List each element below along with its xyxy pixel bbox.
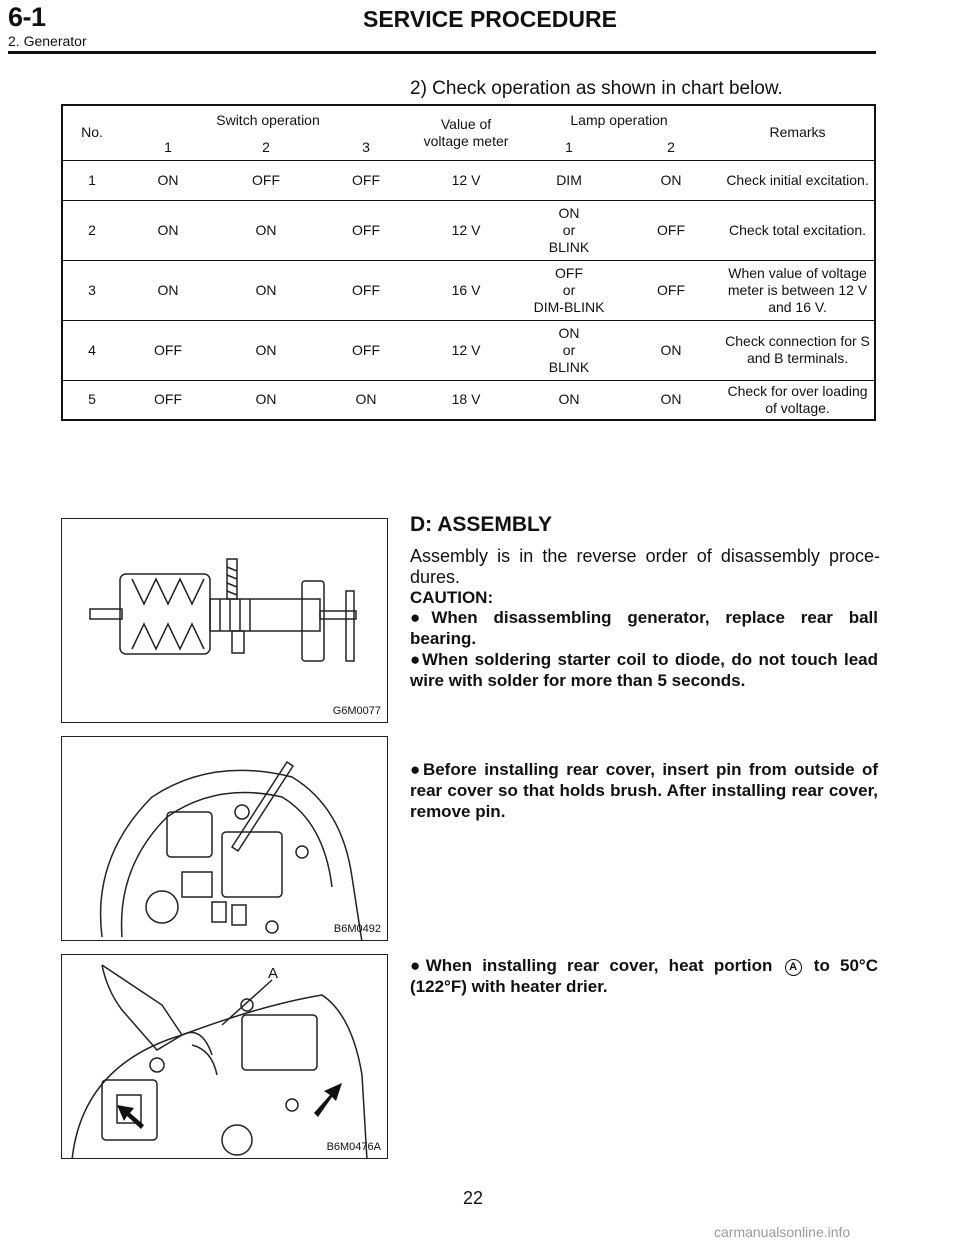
rotor-puller-figure xyxy=(61,518,388,723)
table-row xyxy=(63,160,874,200)
cell-voltage: 18 V xyxy=(415,380,517,419)
figure-label: G6M0077 xyxy=(332,705,381,717)
lamp-state: or xyxy=(562,281,576,298)
cell-no: 5 xyxy=(63,380,121,419)
watermark: carmanualsonline.info xyxy=(714,1224,851,1240)
cell-switch-2: ON xyxy=(215,200,317,260)
cell-lamp-1 xyxy=(517,200,621,260)
header-lamp-operation: Lamp operation xyxy=(570,112,668,128)
assembly-intro: Assembly is in the reverse order of disassembly proce-dures. xyxy=(410,546,880,587)
cell-lamp-1: ON xyxy=(517,380,621,419)
caution-bullet: ●When soldering starter coil to diode, do not touch lead wire with solder for more than 5 seconds. xyxy=(410,650,878,690)
header-no: No. xyxy=(81,124,103,141)
lamp-state: BLINK xyxy=(548,358,590,375)
lamp-state: or xyxy=(562,341,576,358)
header-switch-operation: Switch operation xyxy=(216,112,320,128)
caution-bullet: ●When disassembling generator, replace rear ball bearing. xyxy=(410,608,878,648)
lamp-state: ON xyxy=(558,324,580,341)
table-row xyxy=(63,260,874,320)
cell-voltage: 12 V xyxy=(415,160,517,200)
section-number: 6-1 xyxy=(8,2,46,32)
section-title: SERVICE PROCEDURE xyxy=(363,6,617,32)
rear-cover-heating-figure xyxy=(61,954,388,1159)
cell-switch-2: ON xyxy=(215,320,317,380)
cell-lamp-2: OFF xyxy=(621,200,721,260)
header-switch-1: 1 xyxy=(164,138,172,155)
cell-remarks: Check initial excitation. xyxy=(721,160,874,200)
header-lamp-1: 1 xyxy=(565,138,573,155)
cell-switch-3: OFF xyxy=(317,260,415,320)
cell-lamp-2: ON xyxy=(621,380,721,419)
instruction-bullet: ●Before installing rear cover, insert pin from outside of rear cover so that holds brush. After installing rear cover, remove pin. xyxy=(410,760,878,821)
header-switch-2: 2 xyxy=(262,138,270,155)
page-number: 22 xyxy=(463,1188,484,1208)
figure-label: B6M0476A xyxy=(326,1141,381,1153)
subsection-title: 2. Generator xyxy=(8,33,87,49)
header-lamp-2: 2 xyxy=(667,138,675,155)
lamp-state: or xyxy=(562,221,576,238)
bullet-text: to 50°C (122°F) with heater drier. xyxy=(410,956,879,996)
header-rule xyxy=(8,51,876,54)
cell-lamp-1: DIM xyxy=(517,160,621,200)
cell-switch-3: OFF xyxy=(317,160,415,200)
cell-switch-3: OFF xyxy=(317,320,415,380)
cell-no: 1 xyxy=(63,160,121,200)
cell-lamp-2: ON xyxy=(621,160,721,200)
header-switch-3: 3 xyxy=(362,138,370,155)
cell-lamp-2: ON xyxy=(621,320,721,380)
bullet-text: When disassembling generator, replace rear ball bearing. xyxy=(410,608,878,648)
lamp-state: OFF xyxy=(555,264,584,281)
cell-voltage: 16 V xyxy=(415,260,517,320)
cell-no: 4 xyxy=(63,320,121,380)
cell-switch-1: OFF xyxy=(121,380,215,419)
step-instruction: 2) Check operation as shown in chart below. xyxy=(410,78,783,99)
heating-drawing xyxy=(62,955,388,1159)
cell-lamp-1 xyxy=(517,260,621,320)
cell-lamp-1 xyxy=(517,320,621,380)
table-row xyxy=(63,320,874,380)
cell-switch-3: OFF xyxy=(317,200,415,260)
lamp-state: DIM-BLINK xyxy=(533,298,605,315)
lamp-state: ON xyxy=(558,204,580,221)
instruction-bullet: ●When installing rear cover, heat portion A to 50°C (122°F) with heater drier. xyxy=(410,956,879,996)
cell-no: 2 xyxy=(63,200,121,260)
header-voltage-meter: Value of voltage meter xyxy=(423,115,509,149)
cell-switch-2: ON xyxy=(215,260,317,320)
cell-switch-3: ON xyxy=(317,380,415,419)
lamp-state: BLINK xyxy=(548,238,590,255)
bullet-text: Before installing rear cover, insert pin from outside of rear cover so that holds brush. After installing rear cover, remove pin. xyxy=(410,760,878,821)
caution-label: CAUTION: xyxy=(410,588,494,607)
operation-table xyxy=(63,106,874,419)
rear-cover-pin-figure xyxy=(61,736,388,941)
callout-a: A xyxy=(268,965,279,982)
rotor-puller-drawing xyxy=(62,519,388,723)
cell-no: 3 xyxy=(63,260,121,320)
cell-remarks: Check connection for S and B terminals. xyxy=(721,320,874,380)
cell-remarks: When value of voltage meter is between 12 V and 16 V. xyxy=(721,260,874,320)
cell-switch-2: OFF xyxy=(215,160,317,200)
rear-cover-drawing xyxy=(62,737,388,941)
cell-switch-1: ON xyxy=(121,200,215,260)
cell-remarks: Check total excitation. xyxy=(721,200,874,260)
cell-switch-1: ON xyxy=(121,160,215,200)
cell-voltage: 12 V xyxy=(415,200,517,260)
bullet-text: When installing rear cover, heat portion xyxy=(425,956,773,975)
cell-switch-1: OFF xyxy=(121,320,215,380)
operation-check-chart xyxy=(61,104,876,421)
header-remarks: Remarks xyxy=(769,124,826,141)
figure-label: B6M0492 xyxy=(333,923,381,935)
cell-switch-1: ON xyxy=(121,260,215,320)
table-row xyxy=(63,200,874,260)
assembly-heading: D: ASSEMBLY xyxy=(410,513,552,536)
portion-a-marker: A xyxy=(785,959,802,976)
bullet-text: When soldering starter coil to diode, do not touch lead wire with solder for more than 5 seconds. xyxy=(410,650,878,690)
cell-voltage: 12 V xyxy=(415,320,517,380)
table-row xyxy=(63,380,874,419)
cell-lamp-2: OFF xyxy=(621,260,721,320)
cell-switch-2: ON xyxy=(215,380,317,419)
cell-remarks: Check for over loading of voltage. xyxy=(721,380,874,419)
